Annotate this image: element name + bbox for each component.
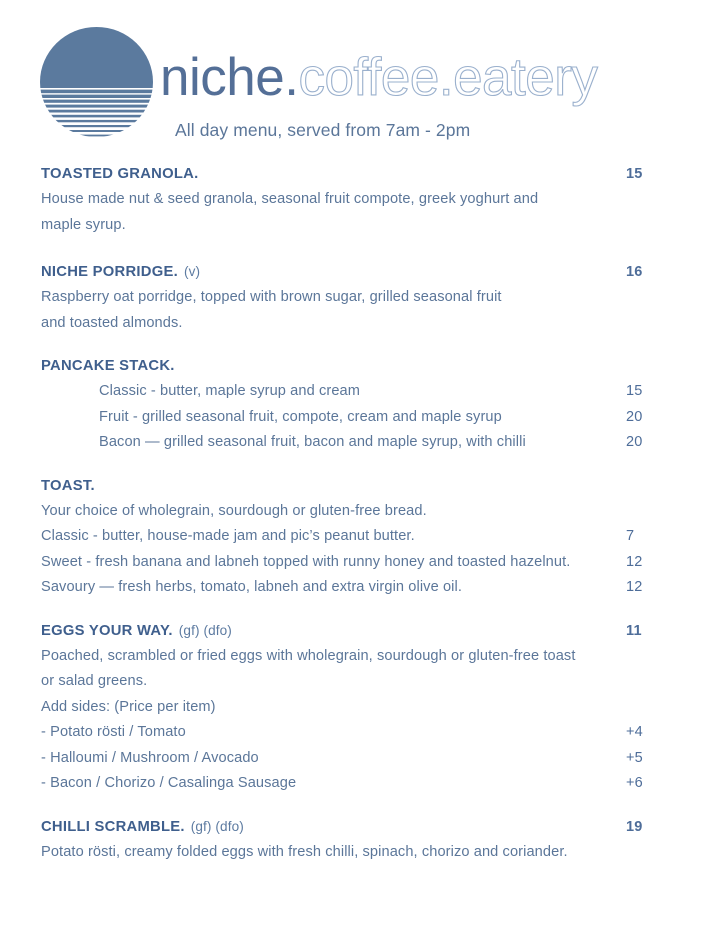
menu-sections	[41, 161, 666, 865]
menu-subitem-label: Fruit - grilled seasonal fruit, compote, cream and maple syrup	[99, 408, 502, 425]
section-dietary-tags: (v)	[183, 264, 201, 279]
section-heading	[41, 353, 666, 379]
section-desc-line: Raspberry oat porridge, topped with brown sugar, grilled seasonal fruit	[41, 289, 502, 305]
menu-tagline: All day menu, served from 7am - 2pm	[175, 120, 471, 140]
side-item-price: +5	[626, 749, 643, 766]
section-gap	[41, 797, 666, 814]
menu-subitem	[41, 379, 666, 405]
section-dietary-tags: (gf) (dfo)	[190, 818, 244, 834]
section-gap	[41, 238, 666, 259]
section-heading-label: CHILLI SCRAMBLE.	[41, 818, 185, 835]
menu-subitem-price: 20	[626, 408, 643, 425]
menu-line-item-label: Classic - butter, house-made jam and pic’s peanut butter.	[41, 528, 415, 544]
section-desc-line: Your choice of wholegrain, sourdough or gluten-free bread.	[41, 502, 427, 519]
brand-name-solid: niche.	[160, 48, 299, 107]
section-desc-line: maple syrup.	[41, 216, 126, 233]
section-heading-label: EGGS YOUR WAY.	[41, 622, 173, 639]
menu-line-item-price: 12	[626, 579, 643, 595]
sunset-circle-logo-icon	[40, 27, 153, 137]
section-heading-label: TOASTED GRANOLA.	[41, 166, 199, 182]
side-item-label: - Potato rösti / Tomato	[41, 724, 186, 740]
section-heading-label: PANCAKE STACK.	[41, 358, 175, 374]
brand-name-outline: coffee.eatery	[298, 48, 598, 107]
side-item	[41, 746, 666, 772]
section-desc-line: Poached, scrambled or fried eggs with wholegrain, sourdough or gluten-free toast	[41, 647, 576, 664]
section-desc-line: Potato rösti, creamy folded eggs with fresh chilli, spinach, chorizo and coriander.	[41, 843, 568, 860]
menu-line-item-label: Sweet - fresh banana and labneh topped with runny honey and toasted hazelnut.	[41, 553, 571, 570]
menu-header	[0, 0, 705, 155]
menu-section-toast	[41, 473, 666, 601]
menu-subitem	[41, 405, 666, 431]
section-heading-label: TOAST.	[41, 477, 95, 494]
menu-line-item-price: 12	[626, 553, 643, 570]
side-item	[41, 720, 666, 746]
section-price: 11	[626, 622, 642, 639]
section-heading	[41, 259, 666, 285]
menu-section-pancake-stack	[41, 353, 666, 456]
section-heading-label: NICHE PORRIDGE.	[41, 264, 178, 280]
section-heading	[41, 618, 666, 644]
menu-subitem-label: Bacon — grilled seasonal fruit, bacon and maple syrup, with chilli	[99, 434, 526, 450]
side-item	[41, 771, 666, 797]
menu-subitem-price: 15	[626, 383, 643, 399]
side-item-price: +4	[626, 724, 643, 740]
section-heading	[41, 814, 666, 840]
menu-line-item	[41, 575, 666, 601]
section-gap	[41, 336, 666, 353]
menu-section-chilli-scramble	[41, 814, 666, 866]
side-item-label: - Bacon / Chorizo / Casalinga Sausage	[41, 775, 297, 791]
menu-line-item-price: 7	[626, 528, 635, 544]
section-heading	[41, 473, 666, 499]
menu-section-toasted-granola	[41, 161, 666, 238]
side-item-price: +6	[626, 775, 643, 791]
menu-section-niche-porridge	[41, 259, 666, 336]
section-gap	[41, 601, 666, 618]
section-desc-line: and toasted almonds.	[41, 314, 183, 331]
menu-section-eggs-your-way	[41, 618, 666, 797]
section-dietary-tags: (gf) (dfo)	[178, 622, 232, 638]
section-price: 19	[626, 818, 643, 835]
menu-subitem-price: 20	[626, 434, 643, 450]
section-heading	[41, 161, 666, 187]
menu-subitem	[41, 430, 666, 456]
add-sides-label: Add sides: (Price per item)	[41, 698, 216, 715]
menu-line-item-label: Savoury — fresh herbs, tomato, labneh and extra virgin olive oil.	[41, 579, 463, 595]
menu-subitem-label: Classic - butter, maple syrup and cream	[99, 383, 361, 399]
brand-wordmark	[160, 47, 597, 109]
side-item-label: - Halloumi / Mushroom / Avocado	[41, 749, 259, 766]
section-gap	[41, 456, 666, 473]
section-price: 16	[626, 264, 643, 280]
section-desc-line: House made nut & seed granola, seasonal fruit compote, greek yoghurt and	[41, 191, 539, 207]
section-desc-line: or salad greens.	[41, 673, 148, 689]
menu-line-item	[41, 550, 666, 576]
section-price: 15	[626, 166, 643, 182]
menu-line-item	[41, 524, 666, 550]
